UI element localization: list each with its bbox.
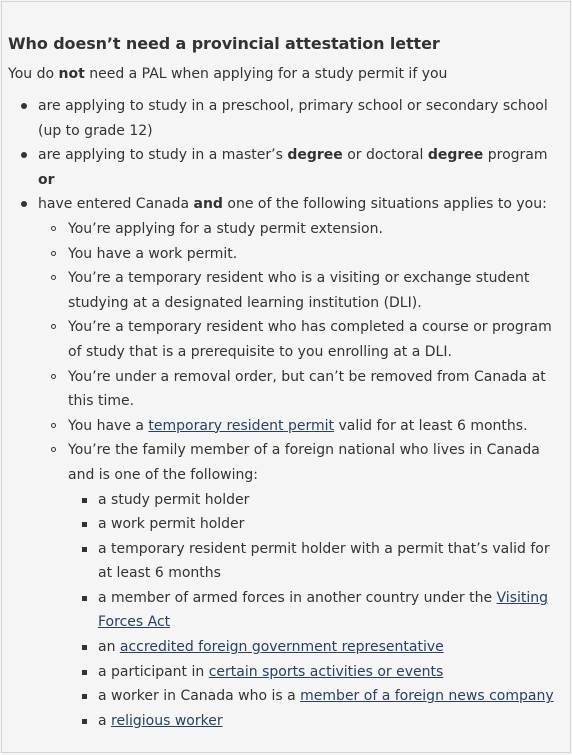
list-item-trp-holder: a temporary resident permit holder with a permit that’s valid for at least 6 months [68,537,564,586]
list-item-masters: are applying to study in a master’s degree or doctoral degree program or [8,143,564,192]
list-item-study-permit-holder: a study permit holder [68,488,564,513]
intro-paragraph: You do not need a PAL when applying for a study permit if you [8,66,448,82]
exemption-list [8,94,564,733]
content-panel [1,1,571,753]
list-item-trp: You have a temporary resident permit valid for at least 6 months. [38,414,564,439]
accredited-representative-link[interactable]: accredited foreign government representative [119,639,444,656]
situations-list [38,217,564,733]
list-item-sports-participant: a participant in certain sports activities or events [68,660,564,685]
family-member-list [68,488,564,734]
list-item-preschool: are applying to study in a preschool, primary school or secondary school (up to grade 12) [8,94,564,143]
list-item-work-permit: You have a work permit. [38,242,564,267]
section-heading: Who doesn’t need a provincial attestation letter [8,34,440,53]
list-item-religious-worker: a religious worker [68,709,564,734]
list-item-visiting-student: You’re a temporary resident who is a visiting or exchange student studying at a designated learning institution (DLI). [38,266,564,315]
list-item-family-member: You’re the family member of a foreign national who lives in Canada and is one of the following: a study permit holder a work permit holder a temporary resident permit holder with a permit that’s valid for at least 6 months a member of armed forces in another country under the Visiting Forces Act an accredited foreign government representative a participant in certain sports activities or events a worker in Canada who is a member of a foreign news company a religious worker [38,438,564,733]
list-item-work-permit-holder: a work permit holder [68,512,564,537]
list-item-news-worker: a worker in Canada who is a member of a foreign news company [68,684,564,709]
list-item-removal-order: You’re under a removal order, but can’t be removed from Canada at this time. [38,365,564,414]
religious-worker-link[interactable]: religious worker [111,712,223,729]
sports-activities-link[interactable]: certain sports activities or events [208,663,444,680]
or-connector: or [38,171,55,188]
list-item-entered-canada: have entered Canada and one of the following situations applies to you: You’re applying for a study permit extension. You have a work permit. You’re a temporary resident who is a visiting or exchange student studying at a designated learning institution (DLI). You’re a temporary resident who has completed a course or program of study that is a prerequisite to you enrolling at a DLI. You’re under a removal order, but can’t be removed from Canada at this time. You have a temporary resident permit valid for at least 6 months. You’re the family member of a foreign national who lives in Canada and is one of the following: a study permit holder a work permit holder a temporary resident permit holder with a permit that’s valid for at least 6 months a member of armed forces in another country under the Visiting Forces Act an accredited foreign government representative a participant in certain sports activities or events a worker in Canada who is a member of a foreign news company a religious worker [8,192,564,733]
temporary-resident-permit-link[interactable]: temporary resident permit [148,417,335,434]
visiting-forces-act-link[interactable]: Visiting Forces Act [98,589,549,631]
intro-emphasis: not [58,66,85,82]
list-item-extension: You’re applying for a study permit extension. [38,217,564,242]
list-item-armed-forces: a member of armed forces in another country under the Visiting Forces Act [68,586,564,635]
list-item-completed-course: You’re a temporary resident who has completed a course or program of study that is a prerequisite to you enrolling at a DLI. [38,315,564,364]
foreign-news-company-link[interactable]: member of a foreign news company [300,688,554,705]
list-item-government-representative: an accredited foreign government representative [68,635,564,660]
